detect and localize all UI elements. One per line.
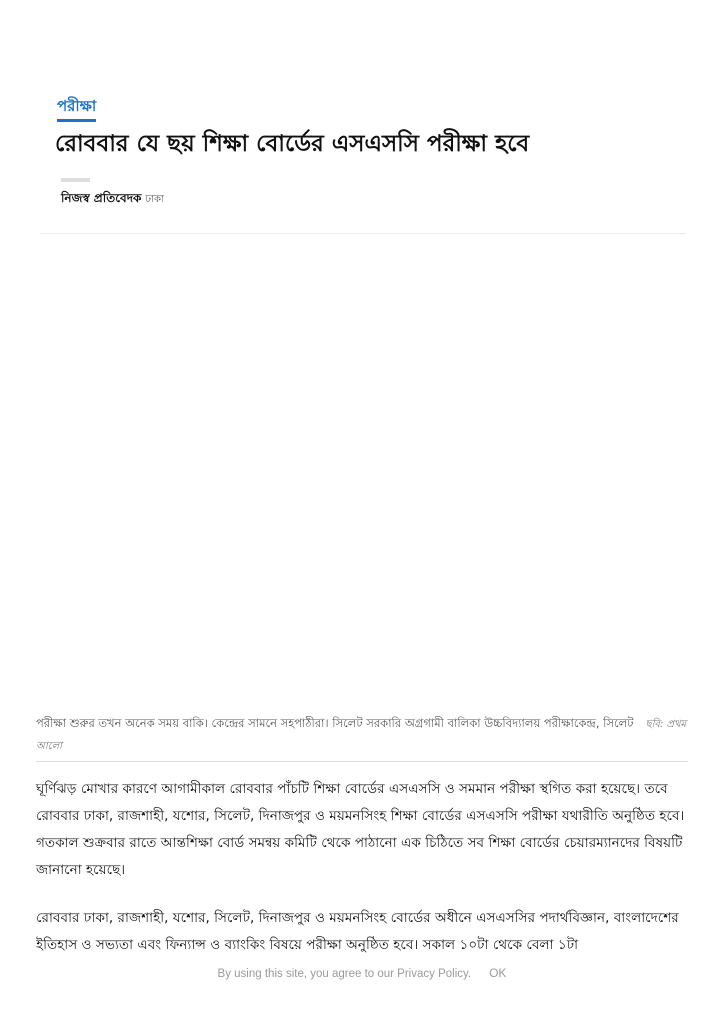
article-headline: রোববার যে ছয় শিক্ষা বোর্ডের এসএসসি পরীক্ষা হবে <box>55 131 530 157</box>
caption-text: পরীক্ষা শুরুর তখন অনেক সময় বাকি। কেন্দ্রের সামনে সহপাঠীরা। সিলেট সরকারি অগ্রগামী বালিকা উচ্চবিদ্যালয় পরীক্ষাকেন্দ্র, সিলেট <box>36 716 634 730</box>
photo-caption <box>36 713 688 757</box>
consent-message: By using this site, you agree to our Privacy Policy. <box>217 968 472 980</box>
category-link[interactable]: পরীক্ষা <box>57 95 96 122</box>
caption-divider <box>36 761 688 762</box>
privacy-consent-bar <box>0 958 724 988</box>
author-name[interactable]: নিজস্ব প্রতিবেদক <box>61 191 142 205</box>
header-divider <box>40 233 686 234</box>
hero-image <box>36 242 688 704</box>
consent-ok-button[interactable]: OK <box>489 966 507 980</box>
dateline-location: ঢাকা <box>145 194 164 205</box>
byline-divider <box>61 178 90 182</box>
body-paragraph-1: ঘূর্ণিঝড় মোখার কারণে আগামীকাল রোববার পাঁচটি শিক্ষা বোর্ডের এসএসসি ও সমমান পরীক্ষা স্থগিত করা হয়েছে। তবে রোববার ঢাকা, রাজশাহী, যশোর, সিলেট, দিনাজপুর ও ময়মনসিংহ শিক্ষা বোর্ডের এসএসসি পরীক্ষা যথারীতি অনুষ্ঠিত হবে। গতকাল শুক্রবার রাতে আন্তশিক্ষা বোর্ড সমন্বয় কমিটি থেকে পাঠানো এক চিঠিতে সব শিক্ষা বোর্ডের চেয়ারম্যানদের বিষয়টি জানানো হয়েছে। <box>36 781 685 878</box>
byline <box>61 190 164 208</box>
photo-credit: ছবি: প্রথম আলো <box>36 719 687 752</box>
body-paragraph-2: রোববার ঢাকা, রাজশাহী, যশোর, সিলেট, দিনাজপুর ও ময়মনসিংহ বোর্ডের অধীনে এসএসসির পদার্থবিজ্ঞান, বাংলাদেশের ইতিহাস ও সভ্যতা এবং ফিন্যান্স ও ব্যাংকিং বিষয়ে পরীক্ষা অনুষ্ঠিত হবে। সকাল ১০টা থেকে বেলা ১টা <box>36 910 679 953</box>
